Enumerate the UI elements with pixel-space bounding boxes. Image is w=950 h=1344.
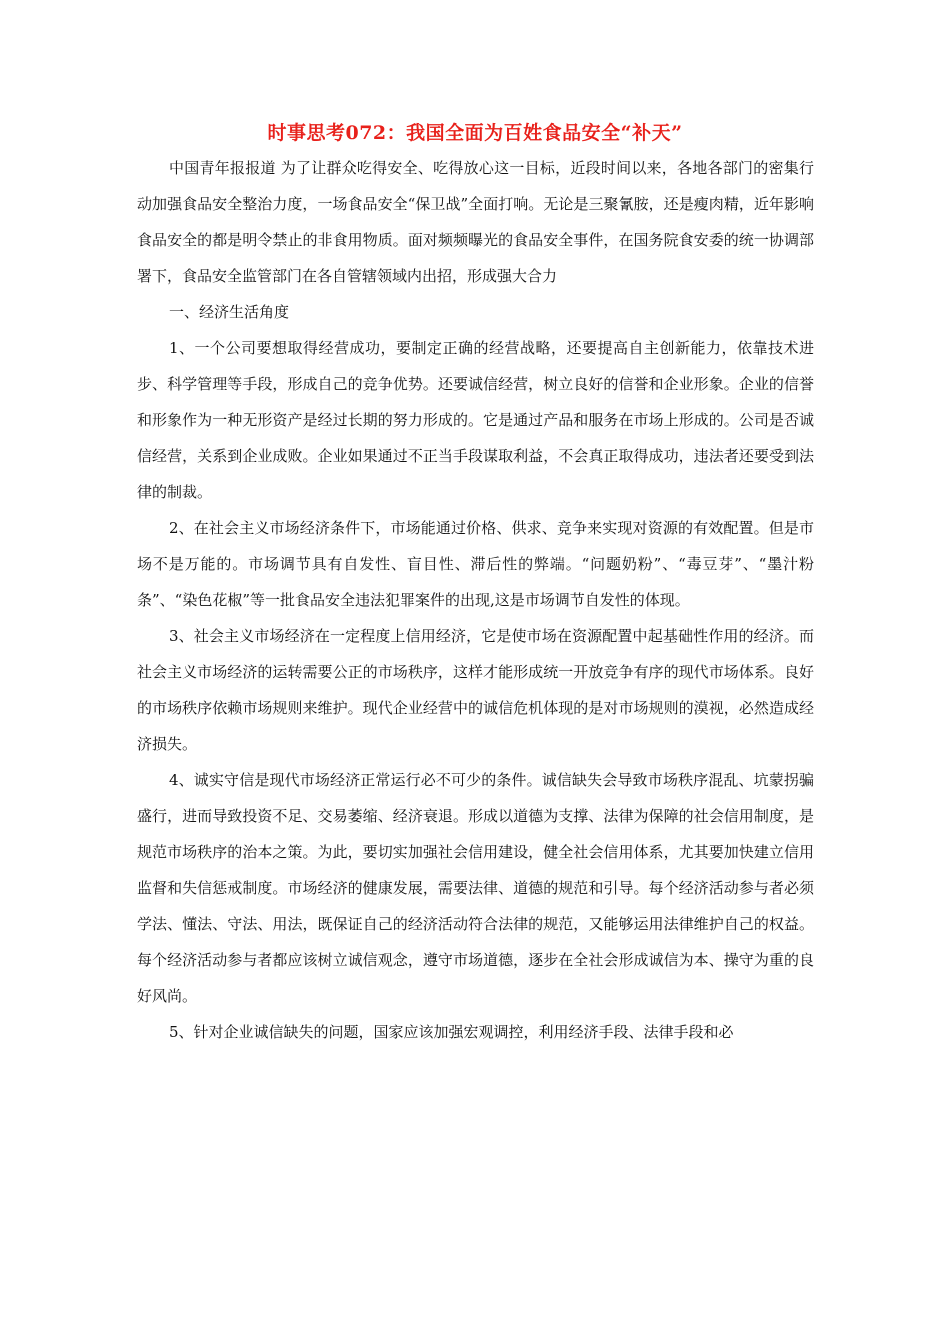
- paragraph-point-2: 2、在社会主义市场经济条件下，市场能通过价格、供求、竞争来实现对资源的有效配置。但是市场不是万能的。市场调节具有自发性、盲目性、滞后性的弊端。“问题奶粉”、“毒豆芽”、“墨汁粉条”、“染色花椒”等一批食品安全违法犯罪案件的出现,这是市场调节自发性的体现。: [137, 519, 814, 609]
- paragraph-point-5: 5、针对企业诚信缺失的问题，国家应该加强宏观调控，利用经济手段、法律手段和必: [169, 1023, 734, 1041]
- paragraph-point-4: 4、诚实守信是现代市场经济正常运行必不可少的条件。诚信缺失会导致市场秩序混乱、坑蒙拐骗盛行，进而导致投资不足、交易萎缩、经济衰退。形成以道德为支撑、法律为保障的社会信用制度，是规范市场秩序的治本之策。为此，要切实加强社会信用建设，健全社会信用体系，尤其要加快建立信用监督和失信惩戒制度。市场经济的健康发展，需要法律、道德的规范和引导。每个经济活动参与者必须学法、懂法、守法、用法，既保证自己的经济活动符合法律的规范，又能够运用法律维护自己的权益。每个经济活动参与者都应该树立诚信观念，遵守市场道德，逐步在全社会形成诚信为本、操守为重的良好风尚。: [137, 771, 814, 1005]
- section-heading: 一、经济生活角度: [169, 303, 290, 321]
- paragraph-point-3: 3、社会主义市场经济在一定程度上信用经济，它是使市场在资源配置中起基础性作用的经济。而社会主义市场经济的运转需要公正的市场秩序，这样才能形成统一开放竞争有序的现代市场体系。良好的市场秩序依赖市场规则来维护。现代企业经营中的诚信危机体现的是对市场规则的漠视，必然造成经济损失。: [137, 627, 814, 753]
- document-title: 时事思考072：我国全面为百姓食品安全“补天”: [267, 122, 683, 144]
- document-body: [137, 150, 814, 1050]
- paragraph-point-1: 1、一个公司要想取得经营成功，要制定正确的经营战略，还要提高自主创新能力，依靠技术进步、科学管理等手段，形成自己的竞争优势。还要诚信经营，树立良好的信誉和企业形象。企业的信誉和形象作为一种无形资产是经过长期的努力形成的。它是通过产品和服务在市场上形成的。公司是否诚信经营，关系到企业成败。企业如果通过不正当手段谋取利益，不会真正取得成功，违法者还要受到法律的制裁。: [137, 339, 814, 501]
- paragraph-intro: 中国青年报报道 为了让群众吃得安全、吃得放心这一目标，近段时间以来，各地各部门的密集行动加强食品安全整治力度，一场食品安全“保卫战”全面打响。无论是三聚氰胺，还是瘦肉精，近年影响食品安全的都是明令禁止的非食用物质。面对频频曝光的食品安全事件，在国务院食安委的统一协调部署下，食品安全监管部门在各自管辖领域内出招，形成强大合力: [137, 159, 814, 285]
